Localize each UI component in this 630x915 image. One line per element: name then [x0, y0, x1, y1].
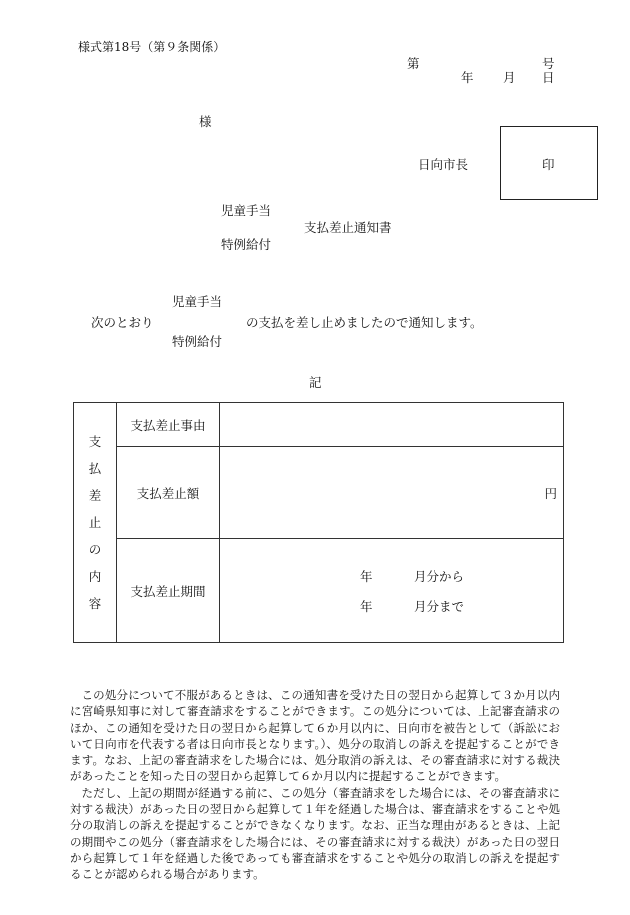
document-number-prefix: 第: [407, 56, 420, 71]
side-label-char: の: [88, 542, 102, 557]
period-from: 月分から: [414, 569, 465, 584]
appeal-notice: [70, 687, 560, 883]
side-label-char: 容: [88, 596, 102, 611]
title-option-1: 児童手当: [221, 203, 272, 218]
date-month: 月: [503, 70, 516, 85]
yen-unit: 円: [544, 485, 557, 501]
side-label-char: 払: [88, 461, 102, 476]
period-from-year: 年: [360, 569, 373, 584]
reason-value[interactable]: [220, 403, 564, 447]
body-option-1: 児童手当: [172, 294, 223, 309]
suspension-details-table: [73, 402, 564, 643]
side-label-char: 止: [88, 515, 102, 530]
title-option-2: 特例給付: [221, 237, 272, 252]
addressee-suffix: 様: [199, 114, 212, 129]
amount-value[interactable]: [220, 447, 564, 539]
body-suffix: の支払を差し止めましたので通知します。: [246, 315, 483, 330]
period-label: 支払差止期間: [117, 539, 220, 643]
side-label-char: 内: [88, 569, 102, 584]
document-title: 支払差止通知書: [304, 220, 392, 235]
notice-paragraph-1: この処分について不服があるときは、この通知書を受けた日の翌日から起算して３か月以内に宮崎県知事に対して審査請求をすることができます。この処分については、上記審査請求のほか、この通知を受けた日の翌日から起算して６か月以内に、日向市を被告として（訴訟において日向市を代表する者は日向市長となります。）、処分の取消しの訴えを提起することができます。なお、上記の審査請求をした場合には、処分取消の訴えは、その審査請求に対する裁決があったことを知った日の翌日から起算して６か月以内に提起することができます。: [70, 688, 560, 784]
body-prefix: 次のとおり: [91, 315, 154, 330]
notice-paragraph-2: ただし、上記の期間が経過する前に、この処分（審査請求をした場合には、その審査請求に対する裁決）があった日の翌日から起算して１年を経過した場合は、審査請求をすることや処分の取消しの訴えを提起することができなくなります。なお、正当な理由があるときは、上記の期間やこの処分（審査請求をした場合には、その審査請求に対する裁決）があった日の翌日から起算して１年を経過した後であっても審査請求をすることや処分の取消しの訴えを提起することが認められる場合があります。: [70, 785, 560, 882]
side-label-cell: [74, 403, 117, 643]
form-number: 様式第18号（第９条関係）: [78, 40, 226, 54]
side-label-char: 差: [88, 488, 102, 503]
date-year: 年: [461, 70, 474, 85]
ki-heading: 記: [309, 375, 322, 390]
period-value[interactable]: [220, 539, 564, 643]
body-option-2: 特例給付: [172, 334, 223, 349]
amount-label: 支払差止額: [117, 447, 220, 539]
period-to-year: 年: [360, 599, 373, 614]
period-to: 月分まで: [414, 599, 465, 614]
date-day: 日: [542, 70, 555, 85]
document-number-suffix: 号: [542, 56, 555, 71]
reason-label: 支払差止事由: [117, 403, 220, 447]
side-label-char: 支: [88, 434, 102, 449]
issuer-name: 日向市長: [418, 157, 469, 172]
seal-mark: 印: [542, 157, 555, 172]
